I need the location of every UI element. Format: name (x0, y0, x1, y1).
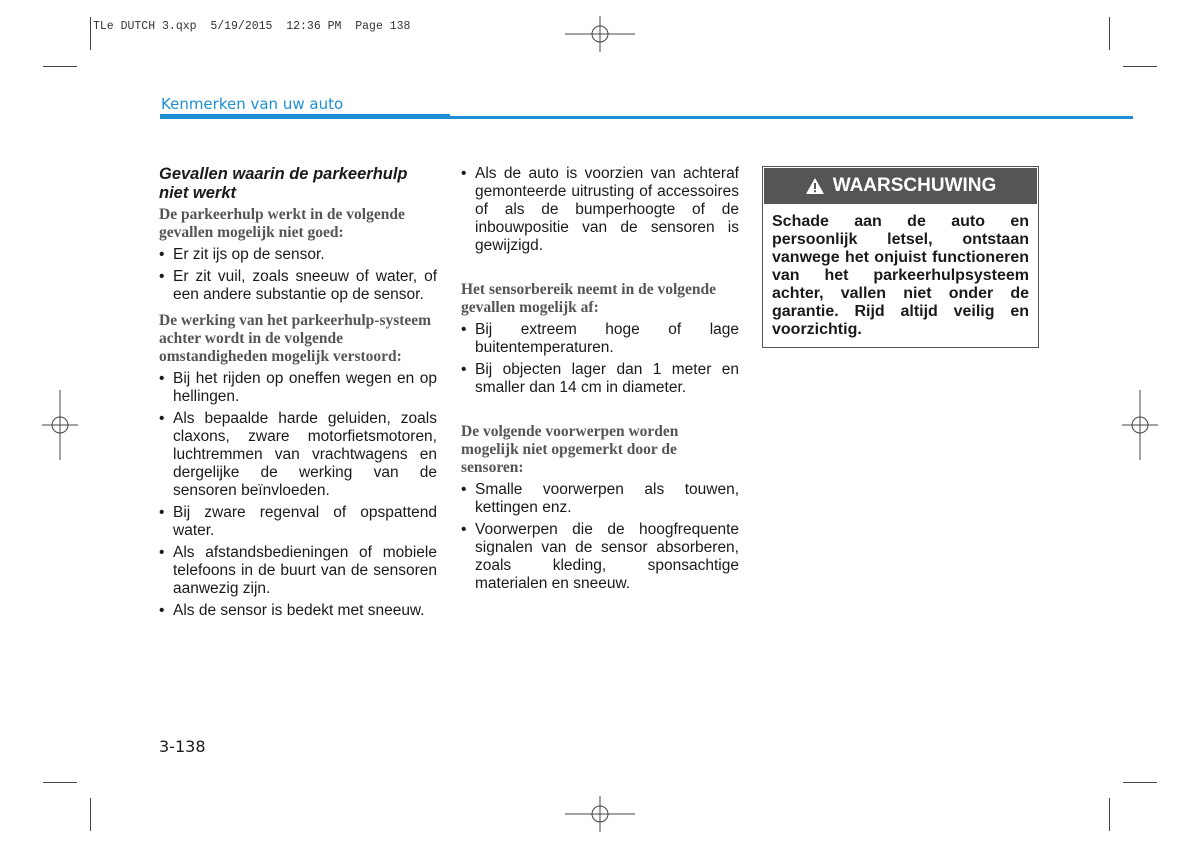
bullet-list (461, 481, 739, 593)
page-number: 3-138 (159, 737, 206, 756)
list-item: • Bij extreem hoge of lage buitentemperaturen. (461, 321, 739, 357)
warning-title: WAARSCHUWING (832, 175, 997, 196)
list-item: • Als de sensor is bedekt met sneeuw. (159, 602, 437, 620)
left-column (159, 165, 437, 624)
warning-triangle-icon (805, 177, 825, 195)
header-rule (160, 116, 1133, 119)
list-item: • Smalle voorwerpen als touwen, kettingen enz. (461, 481, 739, 517)
bullet-list (159, 246, 437, 304)
subheading: Gevallen waarin de parkeerhulp niet werkt (159, 165, 408, 202)
list-item: • Bij zware regenval of opspattend water. (159, 504, 437, 540)
list-item: • Er zit ijs op de sensor. (159, 246, 437, 264)
warning-box (762, 166, 1039, 348)
list-item: • Bij het rijden op oneffen wegen en op hellingen. (159, 370, 437, 406)
list-item: • Als de auto is voorzien van achteraf gemonteerde uitrusting of accessoires of als de bumperhoogte of de inbouwpositie van de sensoren is gewijzigd. (461, 165, 739, 255)
list-item: • Als bepaalde harde geluiden, zoals claxons, zware motorfietsmotoren, luchtremmen van vrachtwagens en dergelijke de werking van de sensoren beïnvloeden. (159, 410, 437, 500)
bullet-list (461, 321, 739, 397)
registration-mark-left (42, 390, 78, 460)
registration-mark-top (565, 16, 635, 52)
print-slug-line: TLe DUTCH 3.qxp 5/19/2015 12:36 PM Page 138 (93, 20, 411, 33)
registration-mark-right (1122, 390, 1158, 460)
list-item: • Voorwerpen die de hoogfrequente signalen van de sensor absorberen, zoals kleding, sponsachtige materialen en sneeuw. (461, 521, 739, 593)
intro-paragraph: De parkeerhulp werkt in de volgende gevallen mogelijk niet goed: (159, 206, 405, 241)
bullet-list (159, 370, 437, 620)
intro-paragraph: De werking van het parkeerhulp-systeem achter wordt in de volgende omstandigheden mogelijk verstoord: (159, 312, 432, 365)
list-item: • Er zit vuil, zoals sneeuw of water, of een andere substantie op de sensor. (159, 268, 437, 304)
intro-paragraph: Het sensorbereik neemt in de volgende gevallen mogelijk af: (461, 281, 717, 316)
list-item: • Als afstandsbedieningen of mobiele telefoons in de buurt van de sensoren aanwezig zijn. (159, 544, 437, 598)
bullet-list (461, 165, 739, 255)
registration-mark-bottom (565, 796, 635, 832)
section-title: Kenmerken van uw auto (161, 95, 344, 113)
intro-paragraph: De volgende voorwerpen worden mogelijk niet opgemerkt door de sensoren: (461, 423, 679, 476)
warning-header (764, 168, 1037, 204)
warning-text: Schade aan de auto en persoonlijk letsel, ontstaan vanwege het onjuist functioneren van het parkeerhulpsysteem achter, vallen niet onder de garantie. Rijd altijd veilig en voorzichtig. (772, 213, 1029, 338)
middle-column (461, 165, 739, 597)
list-item: • Bij objecten lager dan 1 meter en smaller dan 14 cm in diameter. (461, 361, 739, 397)
